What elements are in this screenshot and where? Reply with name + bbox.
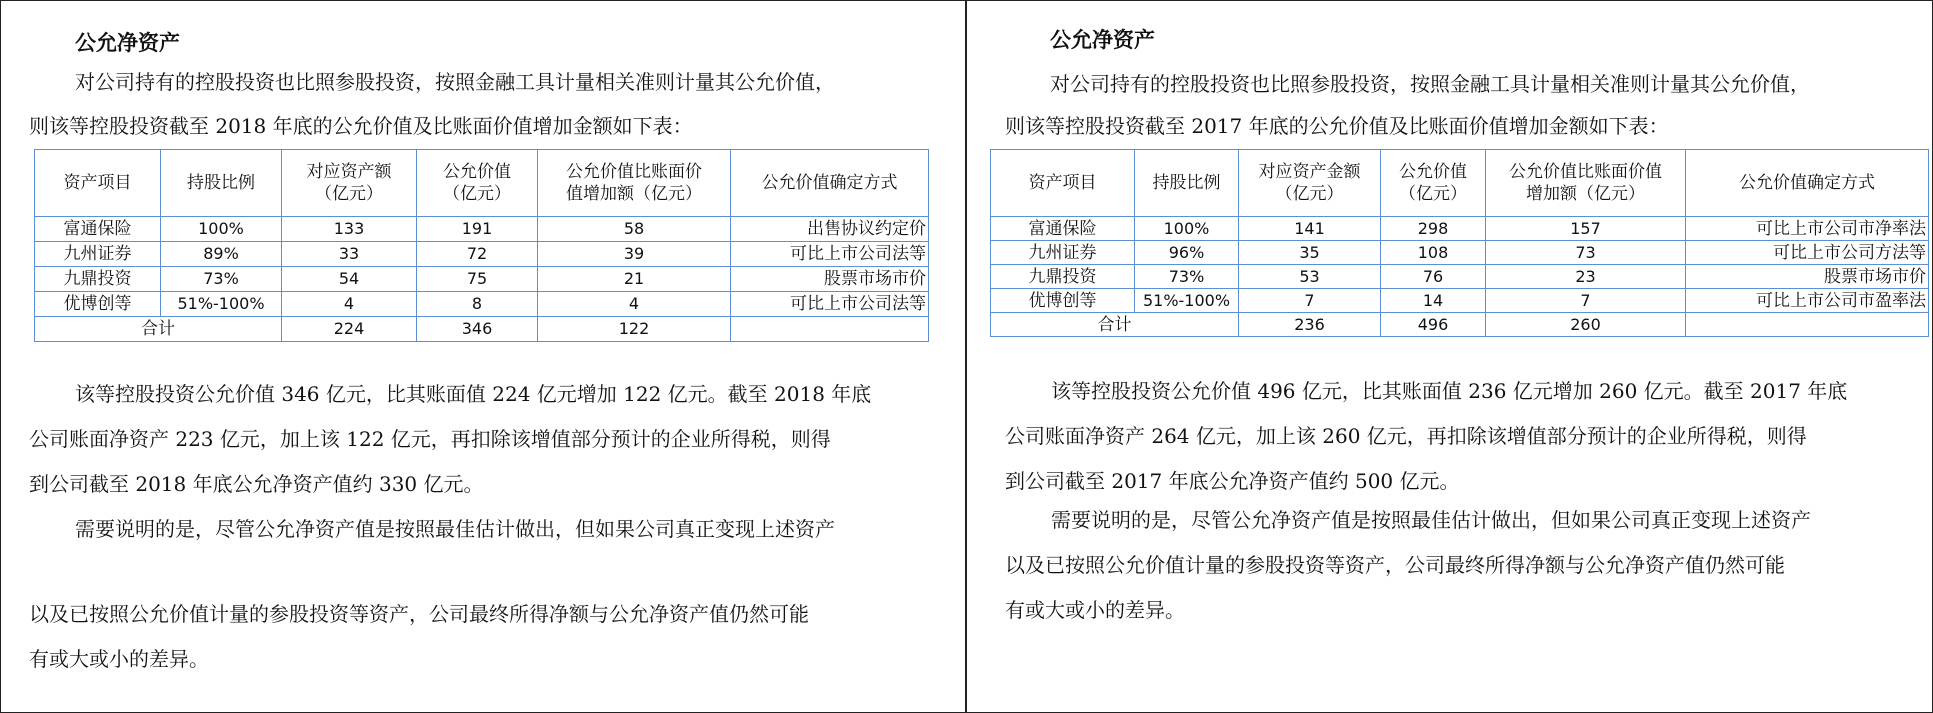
- disclaimer-paragraph-continued: [29, 592, 935, 682]
- column-header-text: 资产项目: [63, 173, 132, 193]
- table-cell: 出售协议约定价: [731, 217, 929, 242]
- total-cell: 224: [282, 317, 417, 342]
- table-cell: 九鼎投资: [991, 265, 1135, 289]
- table-cell: 51%-100%: [161, 292, 282, 317]
- column-header: [1686, 150, 1929, 217]
- table-cell: 96%: [1135, 241, 1239, 265]
- total-label: 合计: [991, 313, 1239, 337]
- column-header: [161, 150, 282, 217]
- table-cell: 23: [1486, 265, 1686, 289]
- table-cell: 100%: [1135, 217, 1239, 241]
- table-cell: 可比上市公司市盈率法: [1686, 289, 1929, 313]
- table-cell: 33: [282, 242, 417, 267]
- table-row: [35, 217, 929, 242]
- total-cell: [731, 317, 929, 342]
- intro-line-2: 则该等控股投资截至 2018 年底的公允价值及比账面价值增加金额如下表：: [29, 114, 693, 138]
- table-cell: 可比上市公司法等: [731, 292, 929, 317]
- table-body: [35, 150, 929, 342]
- table-cell: 35: [1239, 241, 1381, 265]
- section-heading: 公允净资产: [75, 30, 180, 55]
- table-cell: 133: [282, 217, 417, 242]
- table-cell: 73: [1486, 241, 1686, 265]
- disclaimer-paragraph: [1005, 498, 1911, 633]
- table-cell: 76: [1381, 265, 1486, 289]
- column-header: [731, 150, 929, 217]
- summary-paragraph: [1005, 369, 1911, 504]
- table-cell: 股票市场市价: [731, 267, 929, 292]
- paragraph-line: 需要说明的是，尽管公允净资产值是按照最佳估计做出，但如果公司真正变现上述资产: [1051, 508, 1811, 532]
- column-header: [1486, 150, 1686, 217]
- table-cell: 可比上市公司法等: [731, 242, 929, 267]
- paragraph-line: 到公司截至 2018 年底公允净资产值约 330 亿元。: [29, 472, 484, 496]
- table-cell: 优博创等: [991, 289, 1135, 313]
- intro-line-2: 则该等控股投资截至 2017 年底的公允价值及比账面价值增加金额如下表：: [1005, 114, 1669, 138]
- table-cell: 8: [417, 292, 538, 317]
- table-cell: 191: [417, 217, 538, 242]
- column-header: [35, 150, 161, 217]
- table-cell: 53: [1239, 265, 1381, 289]
- paragraph-line: 到公司截至 2017 年底公允净资产值约 500 亿元。: [1005, 469, 1460, 493]
- table-cell: 优博创等: [35, 292, 161, 317]
- column-header-text: 公允价值比账面价值: [1509, 162, 1662, 182]
- table-cell: 富通保险: [991, 217, 1135, 241]
- column-header: [991, 150, 1135, 217]
- table-cell: 7: [1486, 289, 1686, 313]
- column-header-text: 对应资产金额: [1258, 162, 1361, 182]
- disclaimer-paragraph: [29, 507, 935, 552]
- table-cell: 14: [1381, 289, 1486, 313]
- table-row: [991, 217, 1929, 241]
- table-row: [991, 289, 1929, 313]
- column-header-text: 资产项目: [1028, 173, 1097, 193]
- column-header-text: （亿元）: [443, 184, 511, 204]
- table-cell: 可比上市公司市净率法: [1686, 217, 1929, 241]
- table-row: [35, 242, 929, 267]
- table-cell: 可比上市公司方法等: [1686, 241, 1929, 265]
- table-cell: 39: [538, 242, 731, 267]
- paragraph-line: 以及已按照公允价值计量的参股投资等资产，公司最终所得净额与公允净资产值仍然可能: [29, 602, 809, 626]
- section-heading: 公允净资产: [1050, 27, 1155, 52]
- table-body: [991, 150, 1929, 337]
- intro-line-1: 对公司持有的控股投资也比照参股投资，按照金融工具计量相关准则计量其公允价值，: [1050, 72, 1810, 96]
- column-header-text: 值增加额（亿元）: [566, 184, 702, 204]
- total-label: 合计: [35, 317, 282, 342]
- total-cell: [1686, 313, 1929, 337]
- column-header-text: 增加额（亿元）: [1526, 184, 1645, 204]
- table-row: [991, 265, 1929, 289]
- table-cell: 157: [1486, 217, 1686, 241]
- column-header-text: 公允价值确定方式: [761, 173, 898, 193]
- paragraph-line: 以及已按照公允价值计量的参股投资等资产，公司最终所得净额与公允净资产值仍然可能: [1005, 553, 1785, 577]
- table-cell: 股票市场市价: [1686, 265, 1929, 289]
- total-cell: 236: [1239, 313, 1381, 337]
- table-cell: 141: [1239, 217, 1381, 241]
- column-header-text: 公允价值: [443, 162, 511, 182]
- table-cell: 75: [417, 267, 538, 292]
- column-header: [417, 150, 538, 217]
- table-cell: 72: [417, 242, 538, 267]
- paragraph-line: 需要说明的是，尽管公允净资产值是按照最佳估计做出，但如果公司真正变现上述资产: [75, 517, 835, 541]
- right-document-panel: [967, 0, 1933, 713]
- paragraph-line: 该等控股投资公允价值 346 亿元，比其账面值 224 亿元增加 122 亿元。截至 2018 年底: [75, 382, 872, 406]
- table-cell: 4: [282, 292, 417, 317]
- column-header: [1239, 150, 1381, 217]
- table-total-row: [991, 313, 1929, 337]
- column-header: [538, 150, 731, 217]
- table-cell: 73%: [161, 267, 282, 292]
- table-cell: 4: [538, 292, 731, 317]
- table-cell: 100%: [161, 217, 282, 242]
- left-document-panel: [0, 0, 965, 713]
- column-header-text: 公允价值确定方式: [1739, 173, 1875, 193]
- table-row: [35, 267, 929, 292]
- column-header-text: 公允价值比账面价: [566, 162, 702, 182]
- table-cell: 7: [1239, 289, 1381, 313]
- column-header-text: （亿元）: [1399, 184, 1467, 204]
- table-cell: 73%: [1135, 265, 1239, 289]
- table-cell: 51%-100%: [1135, 289, 1239, 313]
- table-header-row: [35, 150, 929, 217]
- column-header-text: 持股比例: [1152, 173, 1221, 193]
- table-header-row: [991, 150, 1929, 217]
- table-cell: 富通保险: [35, 217, 161, 242]
- table-cell: 58: [538, 217, 731, 242]
- table-cell: 298: [1381, 217, 1486, 241]
- table-cell: 九鼎投资: [35, 267, 161, 292]
- table-row: [991, 241, 1929, 265]
- column-header-text: 公允价值: [1399, 162, 1467, 182]
- paragraph-line: 有或大或小的差异。: [1005, 598, 1185, 622]
- table-row: [35, 292, 929, 317]
- fair-value-table: [34, 149, 929, 342]
- total-cell: 346: [417, 317, 538, 342]
- paragraph-line: 有或大或小的差异。: [29, 647, 209, 671]
- table-cell: 21: [538, 267, 731, 292]
- fair-value-table: [990, 149, 1929, 337]
- summary-paragraph: [29, 372, 935, 507]
- table-cell: 89%: [161, 242, 282, 267]
- column-header: [282, 150, 417, 217]
- table-cell: 108: [1381, 241, 1486, 265]
- column-header-text: 持股比例: [187, 173, 255, 193]
- table-total-row: [35, 317, 929, 342]
- column-header-text: （亿元）: [315, 184, 383, 204]
- total-cell: 122: [538, 317, 731, 342]
- paragraph-line: 公司账面净资产 223 亿元，加上该 122 亿元，再扣除该增值部分预计的企业所得税，则得: [29, 427, 831, 451]
- total-cell: 260: [1486, 313, 1686, 337]
- paragraph-line: 公司账面净资产 264 亿元，加上该 260 亿元，再扣除该增值部分预计的企业所得税，则得: [1005, 424, 1807, 448]
- table-cell: 九州证券: [991, 241, 1135, 265]
- column-header: [1135, 150, 1239, 217]
- paragraph-line: 该等控股投资公允价值 496 亿元，比其账面值 236 亿元增加 260 亿元。截至 2017 年底: [1051, 379, 1848, 403]
- column-header-text: 对应资产额: [306, 162, 392, 182]
- column-header: [1381, 150, 1486, 217]
- column-header-text: （亿元）: [1275, 184, 1344, 204]
- intro-line-1: 对公司持有的控股投资也比照参股投资，按照金融工具计量相关准则计量其公允价值，: [75, 70, 835, 94]
- table-cell: 54: [282, 267, 417, 292]
- table-cell: 九州证券: [35, 242, 161, 267]
- total-cell: 496: [1381, 313, 1486, 337]
